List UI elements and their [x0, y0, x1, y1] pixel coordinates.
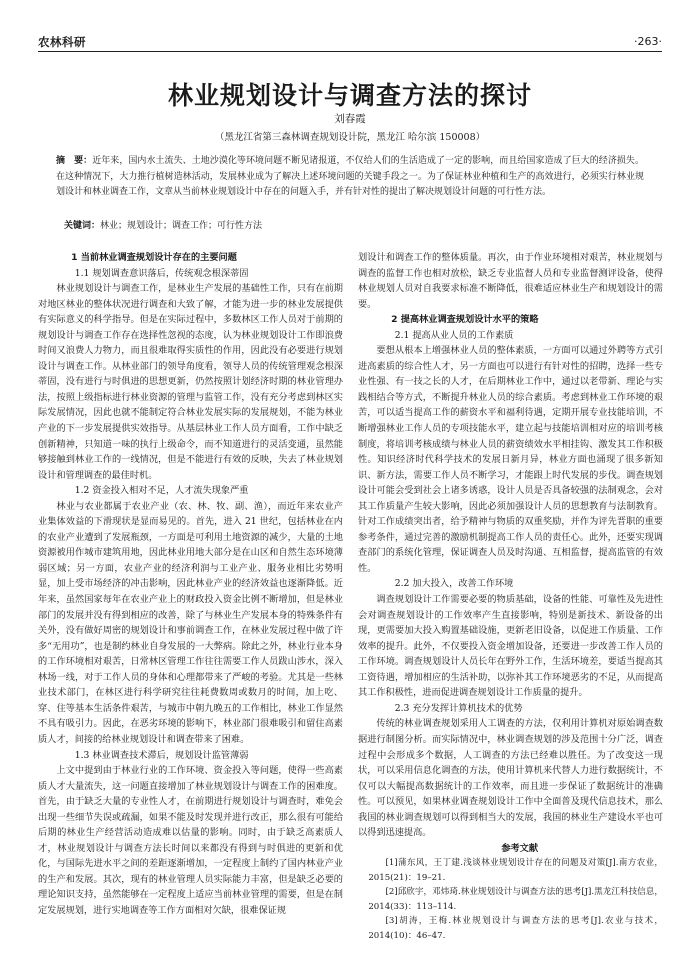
abstract — [56, 154, 644, 201]
section-heading: 1 当前林业调查规划设计存在的主要问题 — [71, 252, 237, 263]
affiliation: （黑龙江省第三森林调查规划设计院，黑龙江 哈尔滨 150008） — [214, 132, 486, 143]
paragraph: 林业与农业都属于农业产业（农、林、牧、副、渔），而近年来农业产业集体效益的下滑现状是显而易见的。首先，进入 21 世纪，包括林业在内的农业产业遭到了发展瓶颈，一方面是可利用土地资源的减少，大量的土地资源被用作城市建筑用地，因此林业用地大部分是在山区和自然生态环境薄弱区域；另一方面，农业产业的经济利润与工业产业、服务业相比劣势明显，加上受市场经济的冲击影响，因此林业产业的经济效益也逐渐降低。近年来，虽然国家每年在农业产业上的财政投入资金比例不断增加，但是林业部门的发展并没有得到相应的改善，除了与林业生产发展本身的特殊条件有关外，没有做好周密的规划设计和事前调查工作，在林业发展过程中做了许多“无用功”，也是制约林业自身发展的一大弊病。除此之外，林业行业本身的工作环境相对艰苦，日常林区管理工作往往需要工作人员跋山涉水，深入林场一线，对于工作人员的身体和心理都带来了严峻的考验。尤其是一些林业技术部门，在林区进行科学研究往往耗费数周或数月的时间，加上吃、穿、住等基本生活条件艰苦，与城市中朝九晚五的工作相比，林业工作显然不具有吸引力。因此，在恶劣环境的影响下，林业部门很难吸引和留住高素质人才，间接的给林业规划设计和调查带来了困难。 — [38, 500, 343, 745]
reference-item: [1]蒲东风，王丁建.浅谈林业规划设计存在的问题及对策[J].南方农业，2015(21)：19–21. — [368, 858, 663, 883]
paragraph: 要想从根本上增强林业人员的整体素质，一方面可以通过外聘等方式引进高素质的综合性人才，另一方面也可以进行有针对性的招聘，选择一些专业性强、有一技之长的人才，在后期林业工作中，通过以老带新、理论与实践相结合等方式，不断提升林业人员的综合素质。考虑到林业工作环境的艰苦，可以适当提高工作的薪资水平和福利待遇，定期开展专业技能培训，不断增强林业工作人员的专项技能水平，建立起与技能培训相对应的培训考核制度，将培训考核成绩与林业人员的薪资绩效水平相挂钩、激发其工作积极性。知识经济时代科学技术的发展日新月异，林业方面也涌现了很多新知识、新方法，需要工作人员不断学习，才能跟上时代发展的步伐。调查规划设计可能会受到社会上诸多诱惑，设计人员是否具备较强的法制观念，会对其工作质量产生较大影响，因此必须加强设计人员的思想教育与法制教育。针对工作成绩突出者，给予精神与物质的双重奖励，并作为评先晋职的重要参考条件，通过完善的激励机制提高工作人员的责任心。此外，还要实现调查部门的系统化管理，保证调查人员及时沟通、互相监督，提高监管的有效性。 — [358, 345, 663, 574]
paragraph: 调查规划设计工作需要必要的物质基础，设备的性能、可靠性及先进性会对调查规划设计的工作效率产生直接影响，特别是新技术、新设备的出现，更需要加大投入购置基础设施，更新老旧设备，以促进工作质量、工作效率的提升。此外，不仅要投入资金增加设备，还要进一步改善工作人员的工作环境。调查规划设计人员长年在野外工作，生活环境差，要适当提高其工资待遇，增加相应的生活补助，以弥补其工作环境恶劣的不足，从而提高其工作积极性，进而促进调查规划设计工作质量的提升。 — [358, 594, 663, 699]
journal-name: 农林科研 — [38, 35, 86, 49]
abstract-label: 摘 要： — [56, 156, 93, 166]
keywords-text: 林业；规划设计；调查工作；可行性方法 — [100, 221, 263, 231]
subsection-heading: 1.1 规划调查意识落后，传统观念根深蒂固 — [74, 267, 249, 279]
subsection-heading: 2.2 加大投入，改善工作环境 — [394, 578, 514, 590]
paragraph: 上文中提到由于林业行业的工作环境、资金投入等问题，使得一些高素质人才大量流失，这一问题直接增加了林业规划设计与调查工作的困难度。首先，由于缺乏大量的专业性人才，在前期进行规划设计与调查时，难免会出现一些细节失误或疏漏，如果不能及时发现并进行改正，那么很有可能给后期的林业生产经营活动造成难以估量的影响。同时，由于缺乏高素质人才，林业规划设计与调查方法长时间以来都没有得到与时俱进的更新和优化，与国际先进水平之间的差距逐渐增加，一定程度上制约了国内林业产业的生产和发展。其次，现有的林业管理人员实际能力丰富，但是缺乏必要的理论知识支持，虽然能够在一定程度上适应当前林业管理的需要，但是在制定发展规划，进行实地调查等工作方面相对欠缺，很难保证规 — [38, 765, 343, 916]
left-column — [38, 250, 343, 919]
right-column — [358, 250, 663, 943]
page-number: ·263· — [634, 35, 662, 48]
subsection-heading: 1.3 林业调查技术滞后，规划设计监管薄弱 — [74, 749, 249, 761]
paragraph: 林业规划设计与调查工作，是林业生产发展的基础性工作，只有在前期对地区林业的整体状况进行调查和大致了解，才能为进一步的林业发展提供有实际意义的科学指导。但是在实际过程中，多数林区工作人员对于前期的规划设计与调查工作存在选择性忽视的态度，认为林业规划设计工作即浪费时间又浪费人力物力，而且很难取得实质性的作用，因此没有必要进行规划设计与调查工作。从林业部门的领导角度看，领导人员的传统管理观念根深蒂固，没有进行与时俱进的思想更新，仍然按照计划经济时期的林业管理办法，按照上级指标进行林业资源的管理与监管工作，没有充分考虑到林区实际发展情况，因此也就不能制定符合林业发展实际的发展规划，不能为林业产业的下一步发展提供实效指导。从基层林业工作人员方面看，工作中缺乏创新精神，只知道一味的执行上级命令，而不知道进行的灵活变通，虽然能够接触到林业工作的一线情况，但是不能进行有效的反映，失去了林业规划设计和管理调查的最佳时机。 — [38, 283, 343, 481]
subsection-heading: 1.2 资金投入相对不足，人才流失现象严重 — [74, 485, 249, 497]
abstract-text: 近年来，国内水土流失、土地沙漠化等环境问题不断见诸报道，不仅给人们的生活造成了一定的影响，而且给国家造成了巨大的经济损失。在这种情况下，大力推行植树造林活动，发展林业成为了解决上述环境问题的关键手段之一。为了保证林业种植和生产的高效进行，必须实行林业规划设计和林业调查工作，文章从当前林业规划设计中存在的问题入手，并有针对性的提出了解决规划设计问题的可行性方法。 — [56, 156, 644, 197]
section-heading: 2 提高林业调查规划设计水平的策略 — [391, 314, 539, 326]
subsection-heading: 2.1 提高从业人员的工作素质 — [394, 329, 514, 341]
author: 刘春霞 — [334, 113, 366, 125]
running-header — [38, 28, 662, 50]
article-title: 林业规划设计与调查方法的探讨 — [167, 81, 532, 110]
keywords — [64, 219, 644, 234]
paragraph: 传统的林业调查规划采用人工调查的方法，仅利用计算机对原始调查数据进行制图分析。而实际情况中，林业调查规划的涉及范围十分广泛，调查过程中会形成多个数据，人工调查的方法已经难以胜任。为了改变这一现状，可以采用信息化调查的方法，使用计算机来代替人力进行数据统计，不仅可以大幅提高数据统计的工作效率，而且进一步保证了数据统计的准确性。可以预见，如果林业调查规划设计工作中全面普及现代信息技术，那么我国的林业调查规划可以得到相当大的发展，我国的林业生产建设水平也可以得到迅速提高。 — [358, 718, 663, 839]
reference-item: [2]邱欣宇，邓炜琦.林业规划设计与调查方法的思考[J].黑龙江科技信息，2014(33)：113–114. — [368, 887, 663, 912]
references-heading: 参考文献 — [501, 842, 539, 854]
paragraph: 划设计和调查工作的整体质量。再次，由于作业环境相对艰苦，林业规划与调查的监督工作也相对放松，缺乏专业监督人员和专业监督测评设备，使得林业规划人员对自我要求标准不断降低，很难适应林业生产和规划设计的需要。 — [358, 252, 663, 310]
reference-item: [3]胡涛，王梅.林业规划设计与调查方法的思考[J].农业与技术，2014(10)：46–47. — [368, 916, 663, 941]
subsection-heading: 2.3 充分发挥计算机技术的优势 — [394, 702, 523, 714]
header-rule — [38, 51, 662, 52]
keywords-label: 关键词： — [64, 221, 101, 231]
